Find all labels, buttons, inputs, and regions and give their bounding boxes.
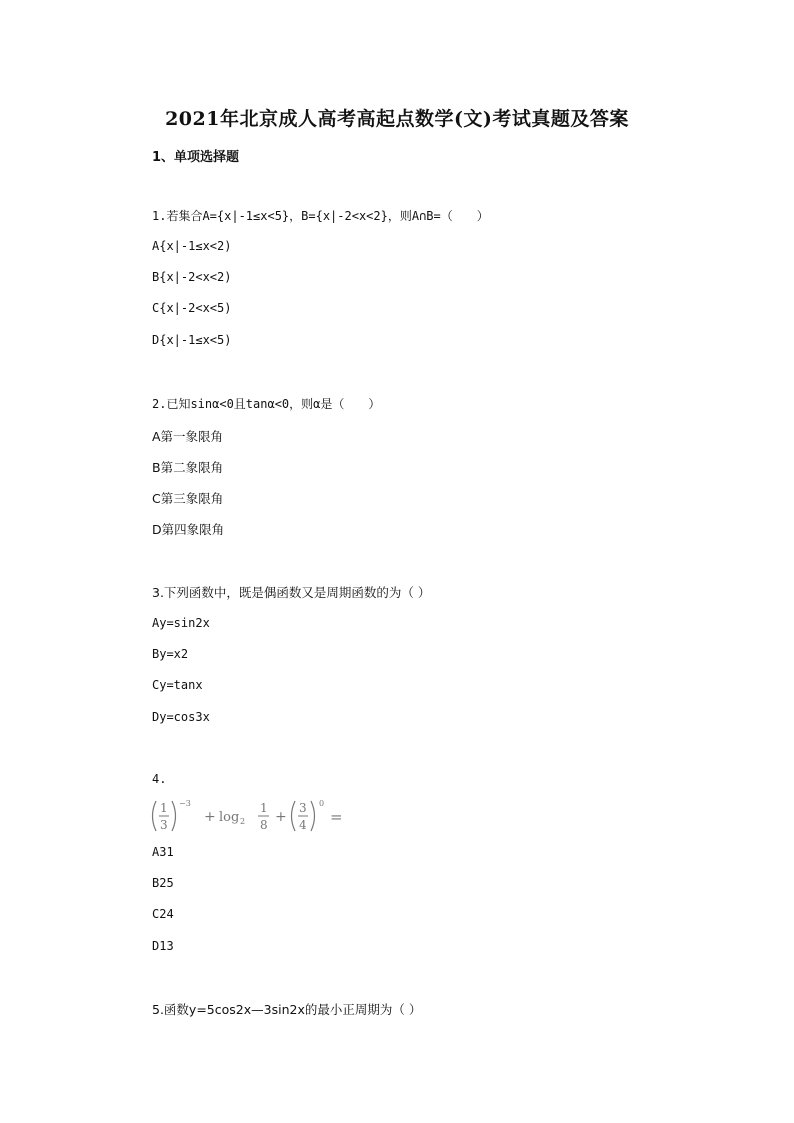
question-2-stem: 2.已知sinα<0且tanα<0，则α是（ ） — [152, 397, 381, 411]
question-1-option-c: C{x|-2<x<5) — [152, 301, 232, 315]
question-2-option-b: B第二象限角 — [152, 460, 224, 475]
log-base: 2 — [240, 817, 246, 826]
question-3-option-d: Dy=cos3x — [152, 710, 210, 724]
question-4-option-b: B25 — [152, 876, 174, 890]
question-5-stem: 5.函数y=5cos2x—3sin2x的最小正周期为（ ） — [152, 1002, 422, 1017]
question-3-option-b: By=x2 — [152, 647, 189, 661]
fraction-2-denominator: 8 — [260, 818, 268, 832]
page-title: 2021年北京成人高考高起点数学(文)考试真题及答案 — [165, 108, 629, 130]
question-1-option-b: B{x|-2<x<2) — [152, 270, 232, 284]
question-1-option-a: A{x|-1≤x<2) — [152, 239, 232, 253]
question-4-option-a: A31 — [152, 845, 174, 859]
question-3-stem: 3.下列函数中，既是偶函数又是周期函数的为（ ） — [152, 585, 431, 600]
exponent-3: 0 — [319, 799, 325, 808]
question-2-option-d: D第四象限角 — [152, 522, 225, 537]
question-4-formula — [148, 797, 364, 835]
fraction-3-denominator: 4 — [299, 818, 307, 832]
question-2-option-c: C第三象限角 — [152, 491, 224, 506]
plus-sign-1: + — [204, 809, 216, 825]
question-3-option-c: Cy=tanx — [152, 678, 203, 692]
fraction-1-numerator: 1 — [160, 801, 168, 815]
fraction-1-denominator: 3 — [160, 818, 168, 832]
question-1-option-d: D{x|-1≤x<5) — [152, 333, 232, 347]
question-2-option-a: A第一象限角 — [152, 429, 224, 444]
section-heading: 1、单项选择题 — [152, 150, 240, 165]
question-4-stem: 4. — [152, 772, 167, 786]
question-1-stem: 1.若集合A={x|-1≤x<5}，B={x|-2<x<2}，则A∩B=（ ） — [152, 209, 489, 223]
fraction-2-numerator: 1 — [260, 801, 268, 815]
fraction-3-numerator: 3 — [299, 801, 307, 815]
log-symbol: log — [219, 810, 240, 825]
equals-sign: = — [330, 808, 343, 826]
question-4-option-c: C24 — [152, 907, 174, 921]
exponent-1: −3 — [179, 799, 191, 808]
question-3-option-a: Ay=sin2x — [152, 616, 210, 630]
question-4-option-d: D13 — [152, 939, 174, 953]
plus-sign-2: + — [275, 809, 287, 825]
